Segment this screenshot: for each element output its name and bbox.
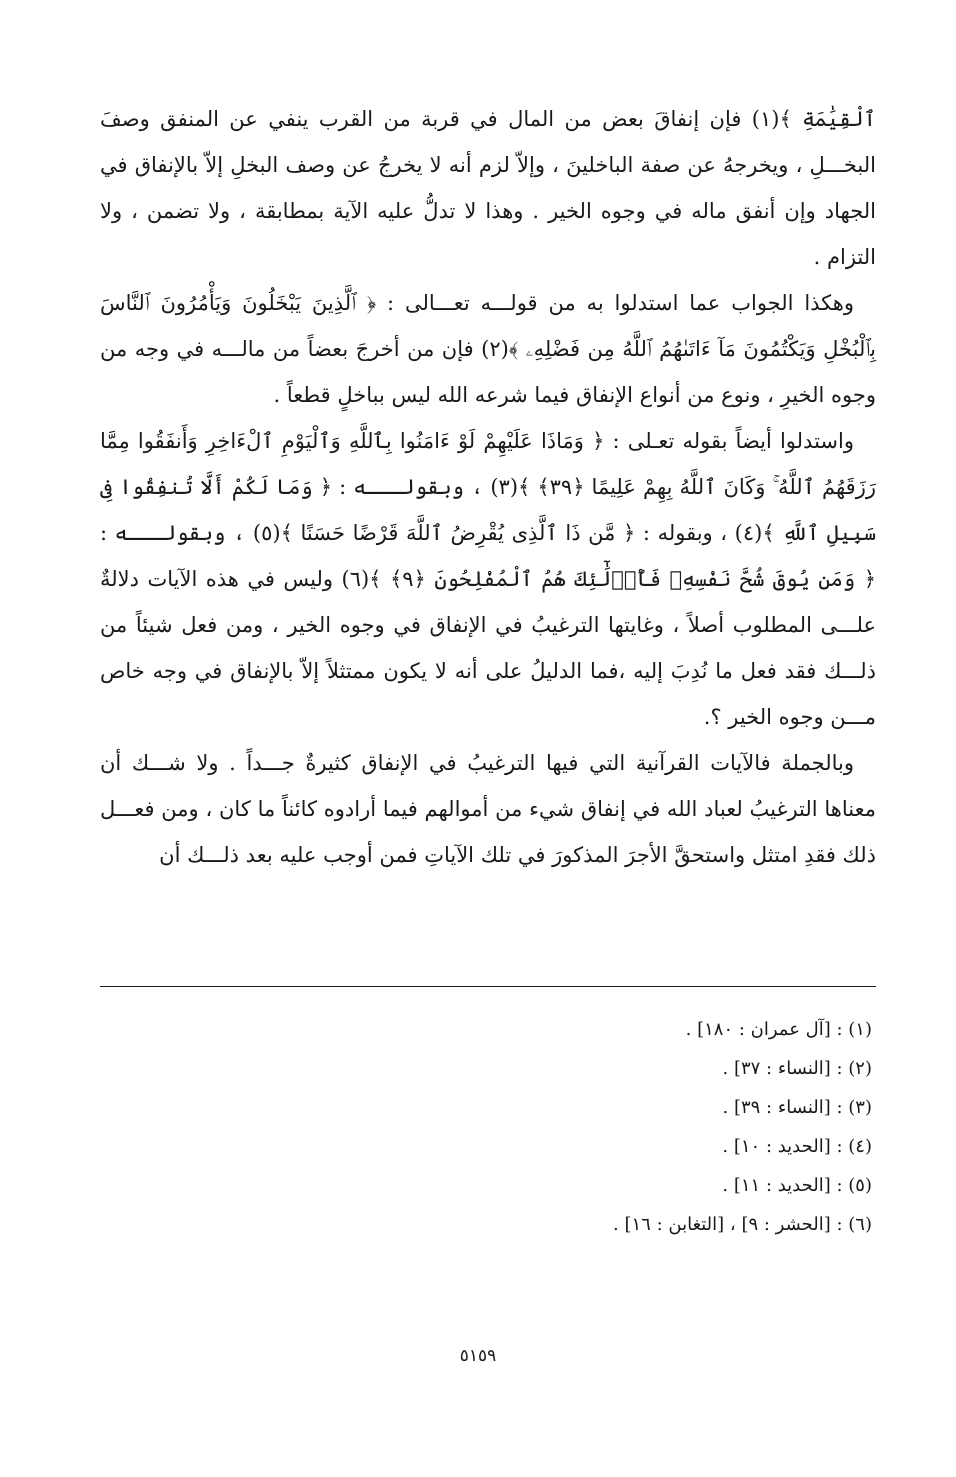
- footnote-3: (٣) : [النساء : ٣٩] .: [722, 1097, 872, 1118]
- footnote-divider: [100, 986, 876, 987]
- paragraph-2: وهكذا الجواب عما استدلوا به من قولـــه تعـــالى : ﴿ ٱلَّذِينَ يَبْخَلُونَ وَيَأْمُرُونَ ٱلنَّاسَ بِٱلْبُخْلِ وَيَكْتُمُونَ مَآ ءَاتَىٰهُمُ ٱللَّهُ مِن فَضْلِهِۦ ﴾(٢) فإن من أخرجَ بعضاً من مالـــه في وجه من وجوه الخيرِ ، ونوع من أنواع الإنفاق فيما شرعه الله ليس بباخلٍ قطعاً .: [100, 291, 876, 407]
- paragraph-3: واستدلوا أيضاً بقوله تعـلى : ﴿ وَمَاذَا عَلَيْهِمْ لَوْ ءَامَنُوا بِٱللَّهِ وَٱلْيَوْمِ ٱلْءَاخِرِ وَأَنفَقُوا مِمَّا رَزَقَهُمُ ٱللَّهُ ۚ وَكَانَ ٱللَّهُ بِهِمْ عَلِيمًا ﴿٣٩﴾ ﴾(٣) ، وبقولـــه : ﴿ وَمَا لَكُمْ أَلَّا تُنفِقُوا فِى سَبِيلِ ٱللَّهِ ﴾(٤) ، وبقوله : ﴿ مَّن ذَا ٱلَّذِى يُقْرِضُ ٱللَّهَ قَرْضًا حَسَنًا ﴾(٥) ، وبقولـــه : ﴿ وَمَن يُوقَ شُحَّ نَفْسِهِۦ فَأُو۟لَٰٓئِكَ هُمُ ٱلْمُفْلِحُونَ ﴿٩﴾ ﴾(٦) وليس في هذه الآيات دلالةٌ علـــى المطلوب أصلاً ، وغايتها الترغيبُ في الإنفاق في وجوه الخير ، ومن فعل شيئاً من ذلـــك فقد فعل ما نُدِبَ إليه ،فما الدليلُ على أنه لا يكون ممتثلاً إلاّ بالإنفاق في وجه خاص مـــن وجوه الخير ؟.: [100, 429, 876, 729]
- footnote-6: (٦) : [الحشر : ٩] ، [التغابن : ١٦] .: [613, 1214, 872, 1235]
- paragraph-1: ٱلْقِيَٰمَةِ ﴾(١) فإن إنفاقَ بعض من المال في قربة من القرب ينفي عن المنفق وصفَ البخـــلِ ، ويخرجهُ عن صفة الباخلينَ ، وإلاّ لزم أنه لا يخرجُ عن وصف البخلِ إلاّ بالإنفاق في الجهاد وإن أنفق ماله في وجوه الخير . وهذا لا تدلُّ عليه الآية بمطابقة ، ولا تضمن ، ولا التزام .: [100, 107, 876, 269]
- footnotes: [372, 1010, 872, 1244]
- paragraph-4: وبالجملة فالآيات القرآنية التي فيها الترغيبُ في الإنفاق كثيرةٌ جـــداً . ولا شـــك أن معناها الترغيبُ لعباد الله في إنفاق شيء من أموالهم فيما أرادوه كائناً ما كان ، ومن فعـــل ذلك فقدِ امتثل واستحقَّ الأجرَ المذكورَ في تلك الآياتِ فمن أوجب عليه بعد ذلـــك أن: [100, 751, 876, 867]
- footnote-2: (٢) : [النساء : ٣٧] .: [722, 1058, 872, 1079]
- footnote-4: (٤) : [الحديد : ١٠] .: [722, 1136, 872, 1157]
- page-number: ٥١٥٩: [459, 1346, 497, 1366]
- footnote-1: (١) : [آل عمران : ١٨٠] .: [685, 1019, 872, 1040]
- main-text: [100, 96, 876, 878]
- footnote-5: (٥) : [الحديد : ١١] .: [722, 1175, 872, 1196]
